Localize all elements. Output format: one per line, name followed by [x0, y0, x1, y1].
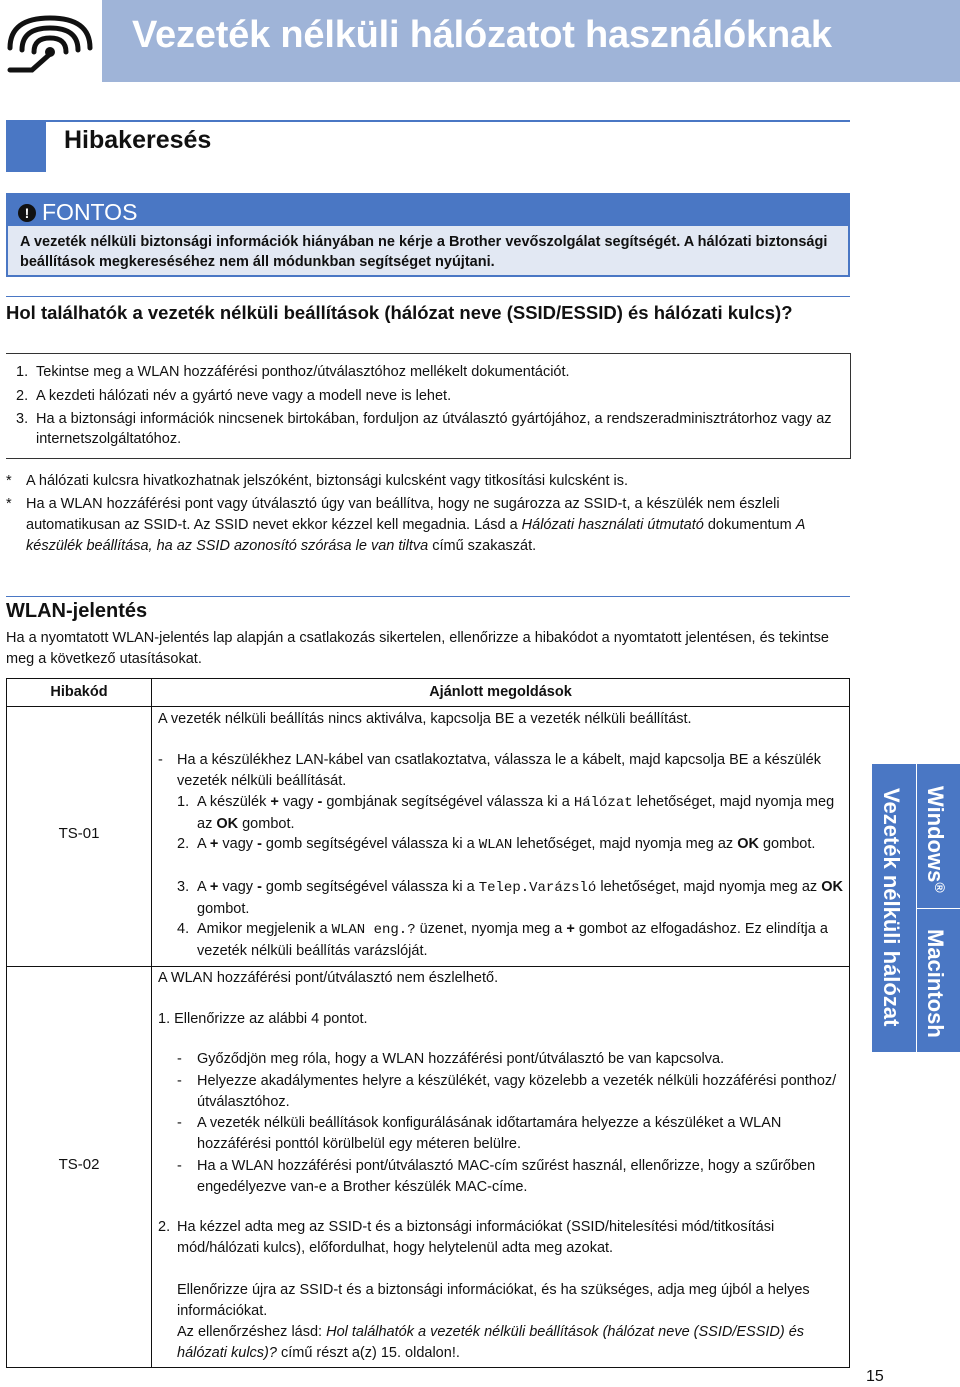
ts02-dash: - [177, 1115, 182, 1131]
wireless-network-icon [4, 10, 96, 74]
section-title: Hibakeresés [64, 126, 212, 154]
list-item-text: A kezdeti hálózati név a gyártó neve vagy a modell neve is lehet. [36, 388, 452, 404]
side-tab-macintosh: Macintosh [923, 929, 948, 1038]
error-code-table [6, 678, 850, 1368]
lcd-text: Telep.Varázsló [478, 880, 597, 896]
ts02-step2-recheck: Ellenőrizze újra az SSID-t és a biztonsági információkat, és ha szükséges, adja meg újból a helyes információkat. [177, 1282, 810, 1319]
ts01-step3: A + vagy - gomb segítségével válassza ki a Telep.Varázsló lehetőséget, majd nyomja meg az OK gombot. [197, 879, 843, 917]
ts02-step-number: 2. [158, 1219, 171, 1235]
lcd-text: Hálózat [573, 795, 633, 811]
list-item-number: 1. [16, 364, 29, 380]
page-number: 15 [866, 1368, 884, 1385]
table-header-divider [7, 706, 849, 707]
ts02-bullet: A vezeték nélküli beállítások konfigurálásának időtartamára helyezze a készüléket a WLAN hozzáférési ponttól körülbelül egy méteren belülre. [197, 1115, 782, 1152]
table-row-divider [7, 966, 849, 967]
note-text-part: dokumentum [703, 517, 796, 533]
page-title: Vezeték nélküli hálózatot használóknak [132, 14, 832, 56]
wlan-title: WLAN-jelentés [6, 600, 148, 622]
important-title: FONTOS [42, 199, 138, 225]
section-reference: Hol találhatók a vezeték nélküli beállítások (hálózat neve (SSID/ESSID) és hálózati kulcs)? [177, 1324, 805, 1361]
question-rule [6, 296, 850, 297]
column-header-solution: Ajánlott megoldások [429, 684, 572, 700]
list-item-number: 2. [16, 388, 29, 404]
ts02-dash: - [177, 1073, 182, 1089]
ts02-bullet: Helyezze akadálymentes helyre a készülékét, vagy közelebb a vezeték nélküli hozzáférési ponthoz/útválasztóhoz. [197, 1073, 837, 1110]
ts02-bullet: Győződjön meg róla, hogy a WLAN hozzáférési pont/útválasztó be van kapcsolva. [197, 1051, 725, 1067]
important-box [6, 193, 850, 277]
ts02-step2: Ha kézzel adta meg az SSID-t és a biztonsági információkat (SSID/hitelesítési mód/titkosítási mód/hálózati kulcs), előfordulhat, hogy helytelenül adta meg azokat. [177, 1219, 775, 1256]
side-tab-wireless: Vezeték nélküli hálózat [879, 788, 904, 1027]
ts02-dash: - [177, 1158, 182, 1174]
section-marker [6, 120, 46, 172]
header-bar [102, 0, 960, 82]
section-reference: A készülék beállítása, ha az SSID azonosító szórása le van tiltva [26, 517, 805, 554]
ts01-line2: Ha a készülékhez LAN-kábel van csatlakoztatva, válassza le a kábelt, majd kapcsolja BE a készülék vezeték nélküli beállítását. [177, 752, 821, 789]
ts01-step1: A készülék + vagy - gombjának segítségével válassza ki a Hálózat lehetőséget, majd nyomja meg az OK gombot. [197, 794, 835, 832]
error-code-ts02: TS-02 [58, 1156, 100, 1173]
important-text: A vezeték nélküli biztonsági információk hiányában ne kérje a Brother vevőszolgálat segítségét. A hálózati biztonsági beállítások megkereséséhez nem áll módunkban segítséget nyújtani. [20, 234, 828, 270]
ts01-step-number: 1. [177, 794, 190, 810]
note-text: A hálózati kulcsra hivatkozhatnak jelszóként, biztonsági kulcsként vagy titkosítási kulcsként is. [26, 473, 629, 489]
important-header [8, 195, 848, 226]
ts01-line1: A vezeték nélküli beállítás nincs aktiválva, kapcsolja BE a vezeték nélküli beállítást. [158, 711, 692, 727]
side-tab [872, 764, 960, 1052]
section-rule [46, 120, 850, 122]
ts01-dash: - [158, 752, 163, 768]
ts02-step1: 1. Ellenőrizze az alábbi 4 pontot. [158, 1011, 368, 1027]
side-tab-divider [917, 908, 960, 909]
column-header-code: Hibakód [50, 684, 108, 700]
note-text [26, 494, 856, 557]
wlan-intro: Ha a nyomtatott WLAN-jelentés lap alapján a csatlakozás sikertelen, ellenőrizze a hibakódot a nyomtatott jelentésen, és tekintse meg a következő utasításokat. [6, 630, 829, 667]
lcd-text: WLAN [478, 837, 513, 853]
note-asterisk: * [6, 473, 12, 489]
list-item-text: Ha a biztonsági információk nincsenek birtokában, forduljon az útválasztó gyártójához, a rendszeradminisztrátorhoz vagy az internetszolgáltatóhoz. [36, 411, 832, 447]
lcd-text: WLAN eng.? [331, 922, 416, 938]
side-tab-windows: Windows® [923, 786, 948, 893]
ts01-step-number: 2. [177, 836, 190, 852]
note-text-part: Ha a WLAN hozzáférési pont vagy útválasztó úgy van beállítva, hogy ne sugározza az SSID-t, a készülék nem észleli automatikusan az SSID-t. Az SSID nevet ekkor kézzel kell megadnia. Lásd a [26, 496, 780, 533]
ts02-bullet: Ha a WLAN hozzáférési pont/útválasztó MAC-cím szűrést használ, ellenőrizze, hogy a szűrőben engedélyezve van-e a Brother készülék MAC-címe. [197, 1158, 816, 1195]
wlan-rule [6, 596, 850, 597]
list-item-text: Tekintse meg a WLAN hozzáférési ponthoz/útválasztóhoz mellékelt dokumentációt. [36, 364, 570, 380]
note-asterisk: * [6, 496, 12, 512]
exclamation-icon: ! [18, 204, 36, 222]
ts01-step-number: 4. [177, 921, 190, 937]
list-item-number: 3. [16, 411, 29, 427]
table-column-divider [151, 679, 152, 1367]
manual-reference: Hálózati használati útmutató [521, 517, 704, 533]
question-title: Hol találhatók a vezeték nélküli beállítások (hálózat neve (SSID/ESSID) és hálózati kulcs)? [6, 302, 793, 323]
settings-location-list [6, 353, 851, 459]
ts02-dash: - [177, 1051, 182, 1067]
ts02-step2-reference: Az ellenőrzéshez lásd: Hol találhatók a vezeték nélküli beállítások (hálózat neve (SSID/ESSID) és hálózati kulcs)? című részt a(z) 15. oldalon!. [177, 1324, 805, 1361]
ts02-line1: A WLAN hozzáférési pont/útválasztó nem észlelhető. [158, 970, 499, 986]
error-code-ts01: TS-01 [58, 825, 100, 842]
ts01-step2: A + vagy - gomb segítségével válassza ki a WLAN lehetőséget, majd nyomja meg az OK gombot. [197, 836, 816, 853]
ts01-step-number: 3. [177, 879, 190, 895]
ts01-step4: Amikor megjelenik a WLAN eng.? üzenet, nyomja meg a + gombot az elfogadáshoz. Ez elindítja a vezeték nélküli beállítás varázslóját. [197, 921, 828, 959]
note-text-part: című szakaszát. [428, 538, 537, 554]
